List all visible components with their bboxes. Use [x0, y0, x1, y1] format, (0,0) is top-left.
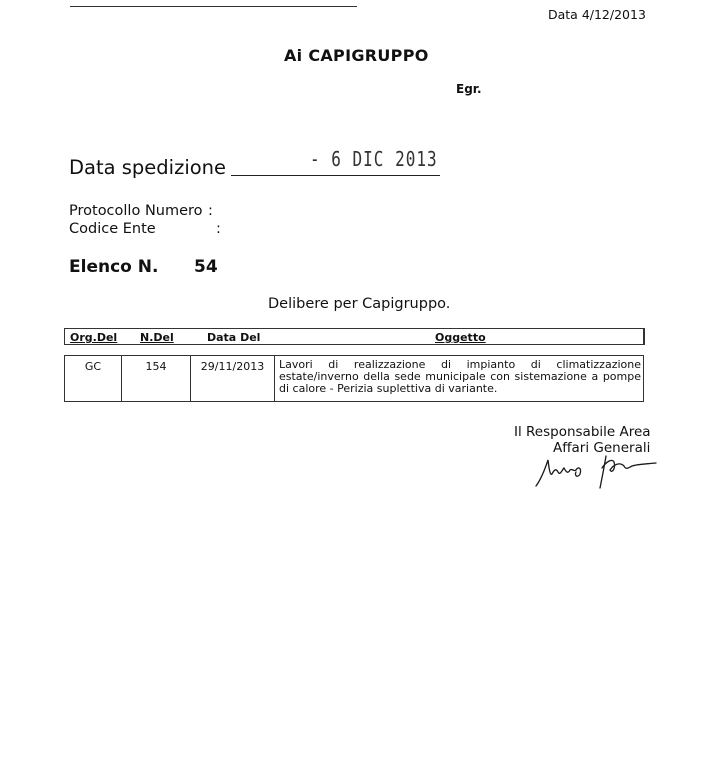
salutation: Egr. — [456, 82, 482, 96]
header-org-del: Org.Del — [70, 331, 118, 344]
document-date: Data 4/12/2013 — [548, 7, 646, 22]
cell-org-del: GC — [65, 356, 122, 401]
list-label: Elenco N. — [69, 257, 159, 277]
document-subtitle: Delibere per Capigruppo. — [268, 296, 451, 312]
shipping-date-label: Data spedizione — [69, 156, 227, 179]
top-rule — [70, 6, 357, 7]
entity-code-label: Codice Ente — [69, 221, 156, 237]
table-row — [64, 355, 644, 402]
header-underline — [65, 344, 310, 345]
signatory-area: Affari Generali — [553, 440, 651, 456]
signatory-title: Il Responsabile Area — [514, 424, 651, 440]
cell-n-del: 154 — [122, 356, 191, 401]
shipping-date-stamp: - 6 DIC 2013 — [310, 147, 438, 171]
recipient-heading: Ai CAPIGRUPPO — [284, 46, 429, 65]
header-oggetto: Oggetto — [435, 331, 486, 344]
protocol-number-label: Protocollo Numero — [69, 203, 203, 219]
header-data-del: Data Del — [207, 331, 261, 344]
protocol-number-colon: : — [208, 203, 213, 219]
table-header — [64, 328, 645, 345]
header-n-del: N.Del — [140, 331, 174, 344]
list-number: 54 — [194, 257, 218, 277]
entity-code-colon: : — [216, 221, 221, 237]
cell-data-del: 29/11/2013 — [191, 356, 275, 401]
cell-oggetto: Lavori di realizzazione di impianto di climatizzazione estate/inverno della sede municipale con sistemazione a pompe di calore - Perizia suplettiva di variante. — [279, 358, 641, 395]
handwritten-signature — [532, 448, 660, 494]
shipping-date-line — [231, 175, 440, 176]
